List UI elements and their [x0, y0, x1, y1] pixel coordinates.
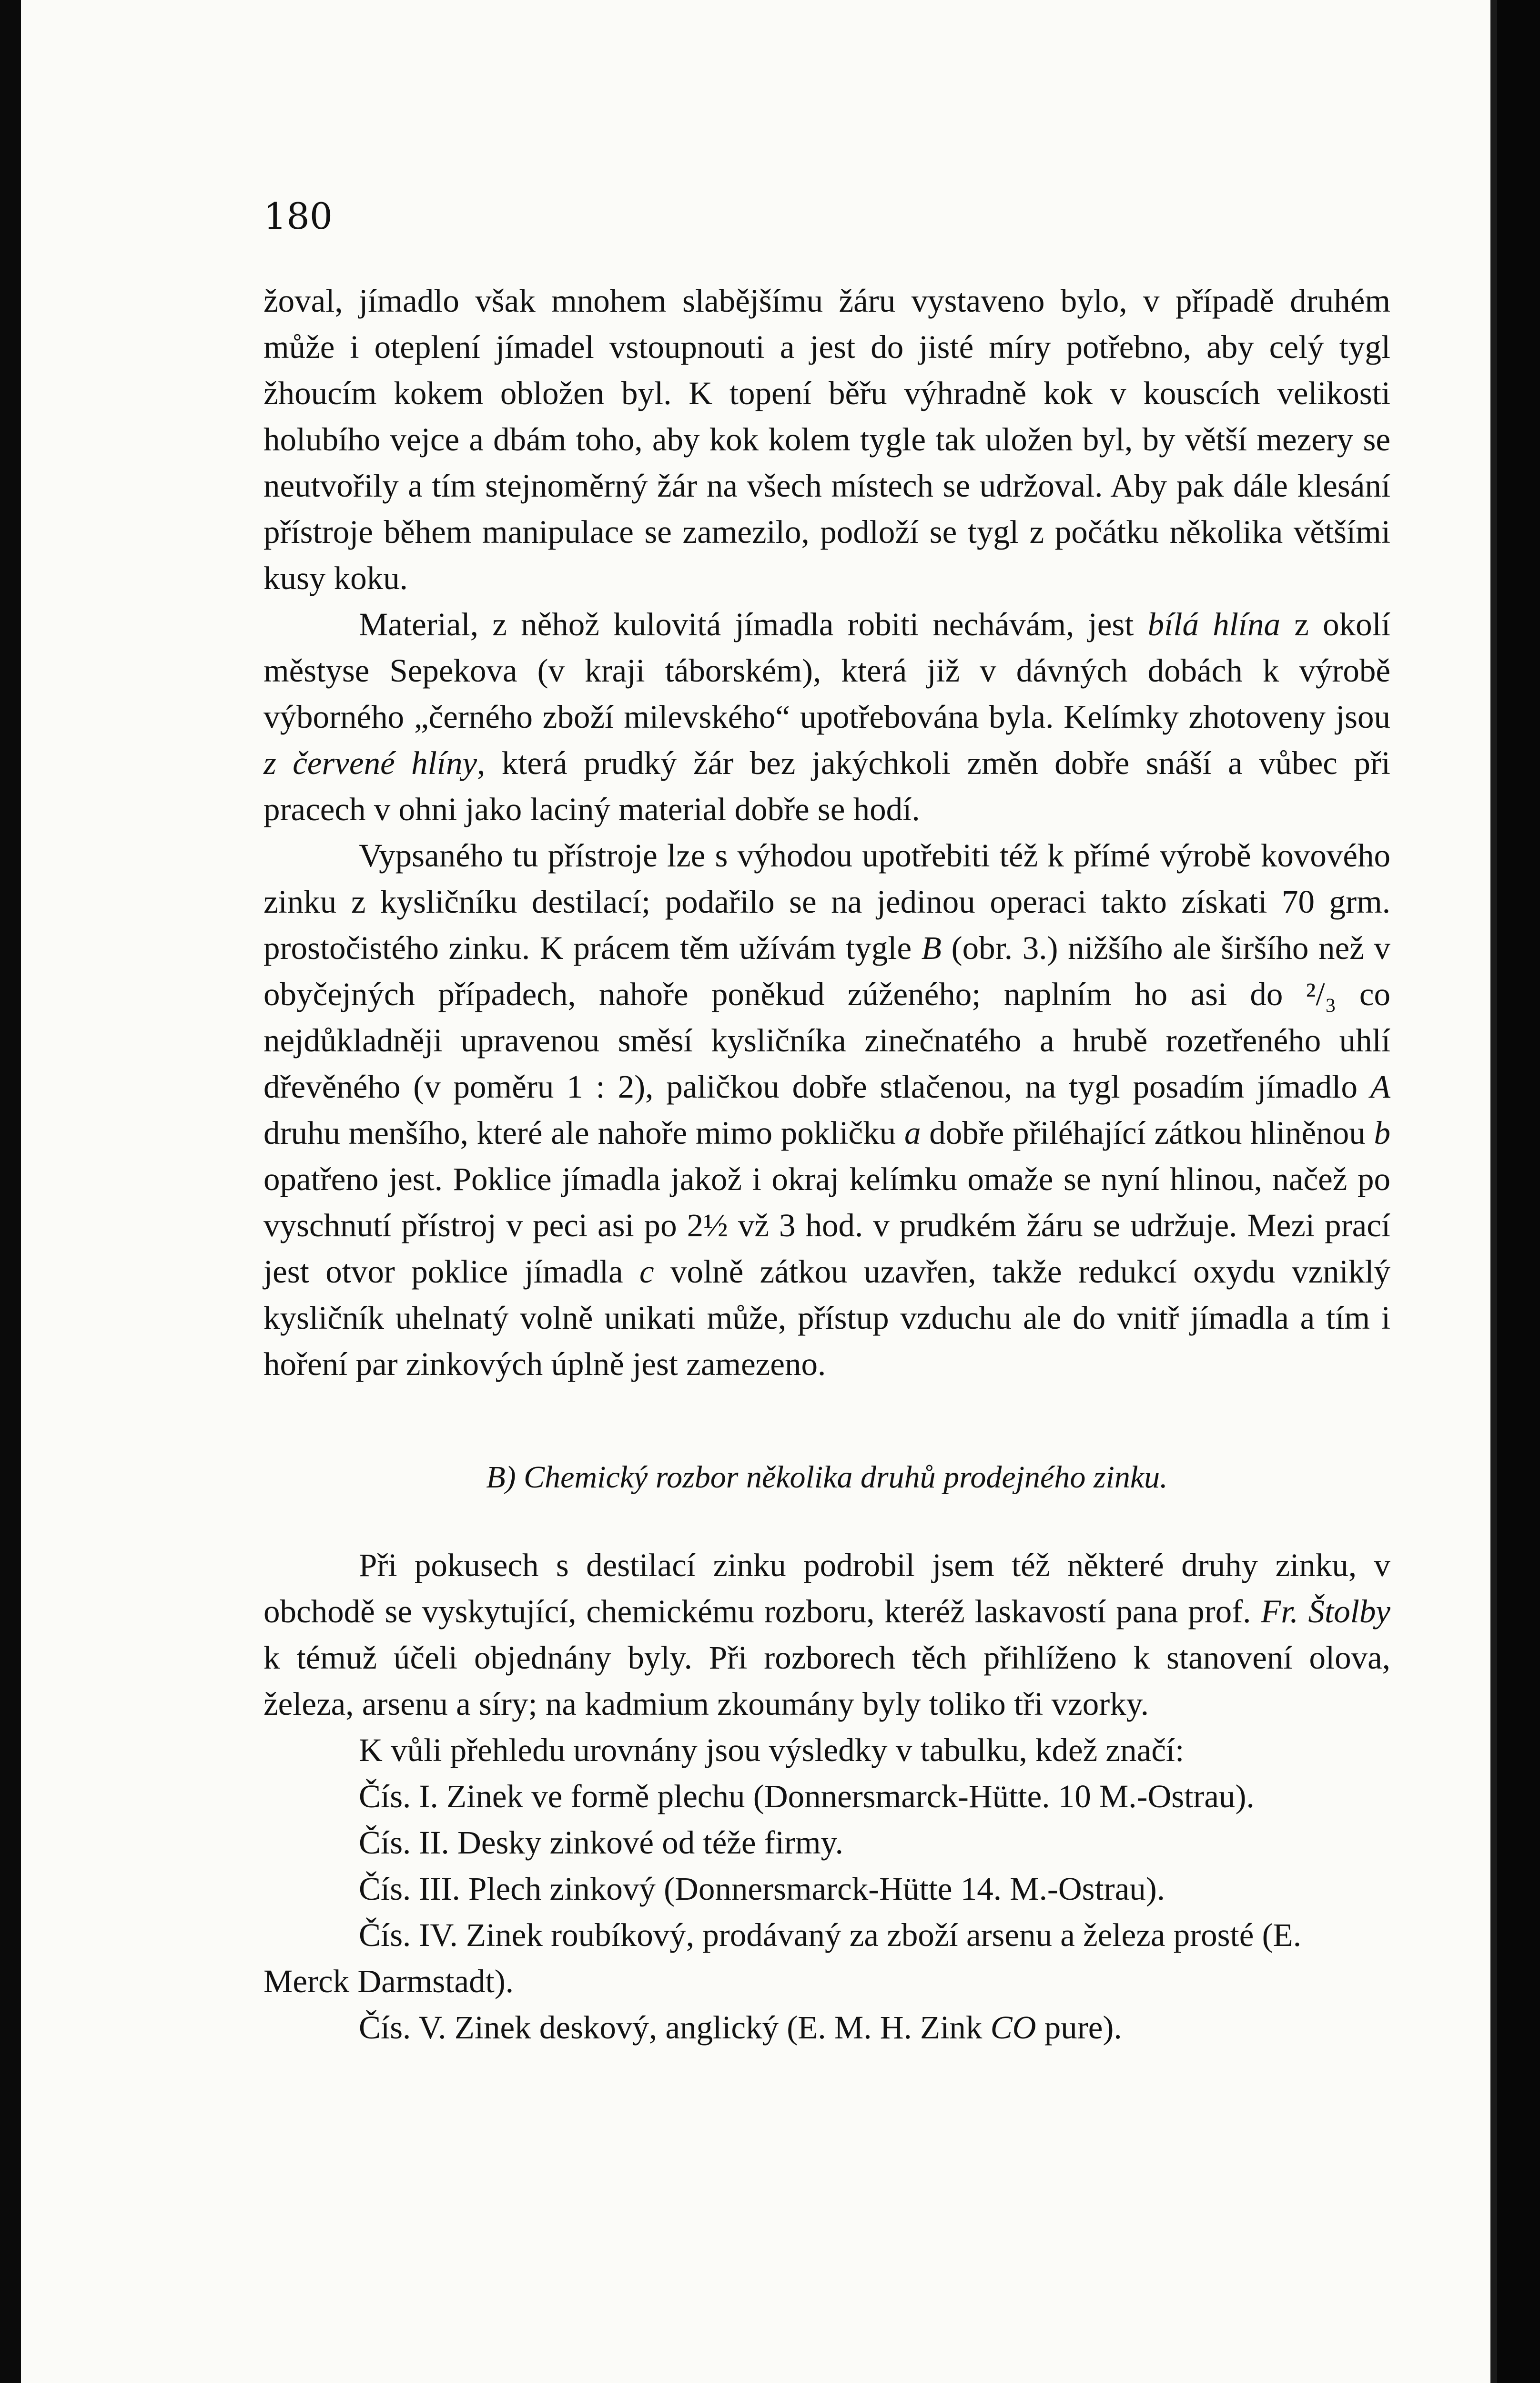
page-number: 180 [263, 195, 333, 237]
page-body [263, 278, 1390, 2051]
text-run: dobře přiléhající zátkou hliněnou [921, 1115, 1374, 1151]
emphasis-cervene-hliny: z červené hlíny [263, 745, 477, 781]
sample-item: Čís. III. Plech zinkový (Donnersmarck-Hütte 14. M.-Ostrau). [359, 1871, 1165, 1907]
scan-border-strip [1490, 0, 1497, 2383]
text-run: Material, z něhož kulovitá jímadla robiti nechávám, jest [359, 606, 1148, 642]
emphasis-co: CO [990, 2009, 1036, 2046]
sample-item: Čís. II. Desky zinkové od téže firmy. [359, 1824, 843, 1861]
emphasis-bila-hlina: bílá hlína [1147, 606, 1281, 642]
label-a-lower: a [904, 1115, 921, 1151]
paragraph-material [263, 601, 1390, 833]
paragraph-analysis [263, 1542, 1390, 1727]
emphasis-name-stolby: Fr. Štolby [1261, 1593, 1390, 1629]
sample-item [263, 2005, 1390, 2051]
sample-item: Čís. I. Zinek ve formě plechu (Donnersmarck-Hütte. 10 M.-Ostrau). [359, 1778, 1255, 1814]
text-run: z okolí městyse Sepekova (v kraji táborském), která již v dávných dobách k výrobě výborného „černého zboží milevského“ upotřebována byla. Kelímky zhotoveny jsou [263, 606, 1391, 735]
label-b-lower: b [1374, 1115, 1390, 1151]
scan-border-right [1497, 0, 1540, 2383]
text-run: , která prudký žár bez jakýchkoli změn dobře snáší a vůbec při pracech v ohni jako laciný material dobře se hodí. [263, 745, 1390, 827]
text-run: (obr. 3.) nižšího ale širšího než v obyčejných případech, nahoře poněkud zúženého; naplním ho asi do ²/₃ co nejdůkladněji upravenou směsí kysličníka zinečnatého a hrubě rozetřeného uhlí dřevěného (v poměru 1 : 2), paličkou dobře stlačenou, na tygl posadím jímadlo [263, 930, 1391, 1105]
text-run: Vypsaného tu přístroje lze s výhodou upotřebiti též k přímé výrobě kovového zinku z kysličníku destilací; podařilo se na jedinou operaci takto získati 70 grm. prostočistého zinku. K prácem těm užívám tygle [263, 837, 1390, 966]
text-run: opatřeno jest. Poklice jímadla jakož i okraj kelímku omaže se nyní hlinou, načež po vyschnutí přístroj v peci asi po 2½ vž 3 hod. v prudkém žáru se udržuje. Mezi prací jest otvor poklice jímadla [263, 1161, 1390, 1290]
paragraph-apparatus [263, 833, 1390, 1387]
scan-border-left [0, 0, 21, 2383]
text-run: k témuž účeli objednány byly. Při rozborech těch přihlíženo k stanovení olova, železa, arsenu a síry; na kadmium zkoumány byly toliko tři vzorky. [263, 1640, 1390, 1722]
text-run: volně zátkou uzavřen, takže redukcí oxydu vzniklý kysličník uhelnatý volně unikati může, přístup vzduchu ale do vnitř jímadla a tím i hoření par zinkových úplně jest zamezeno. [263, 1253, 1390, 1382]
label-a-upper: A [1370, 1069, 1390, 1105]
paragraph-overview: K vůli přehledu urovnány jsou výsledky v tabulku, kdež značí: [359, 1732, 1185, 1768]
label-b: B [921, 930, 942, 966]
text-run: Čís. V. Zinek deskový, anglický (E. M. H. Zink [359, 2009, 991, 2046]
sample-item: Čís. IV. Zinek roubíkový, prodávaný za zboží arsenu a železa prosté (E. Merck Darmstadt). [263, 1917, 1301, 1999]
text-run: druhu menšího, které ale nahoře mimo pokličku [263, 1115, 904, 1151]
text-run: pure). [1036, 2009, 1122, 2046]
label-c-lower: c [639, 1253, 654, 1290]
paragraph-continuation: žoval, jímadlo však mnohem slabějšímu žáru vystaveno bylo, v případě druhém může i oteplení jímadel vstoupnouti a jest do jisté míry potřebno, aby celý tygl žhoucím kokem obložen byl. K topení běřu výhradně kok v kouscích velikosti holubího vejce a dbám toho, aby kok kolem tygle tak uložen byl, by větší mezery se neutvořily a tím stejnoměrný žár na všech místech se udržoval. Aby pak dále klesání přístroje během manipulace se zamezilo, podloží se tygl z počátku několika většími kusy koku. [263, 283, 1390, 596]
section-title: B) Chemický rozbor několika druhů prodejného zinku. [486, 1460, 1168, 1495]
text-run: Při pokusech s destilací zinku podrobil jsem též některé druhy zinku, v obchodě se vyskytující, chemickému rozboru, kteréž laskavostí pana prof. [263, 1547, 1390, 1629]
